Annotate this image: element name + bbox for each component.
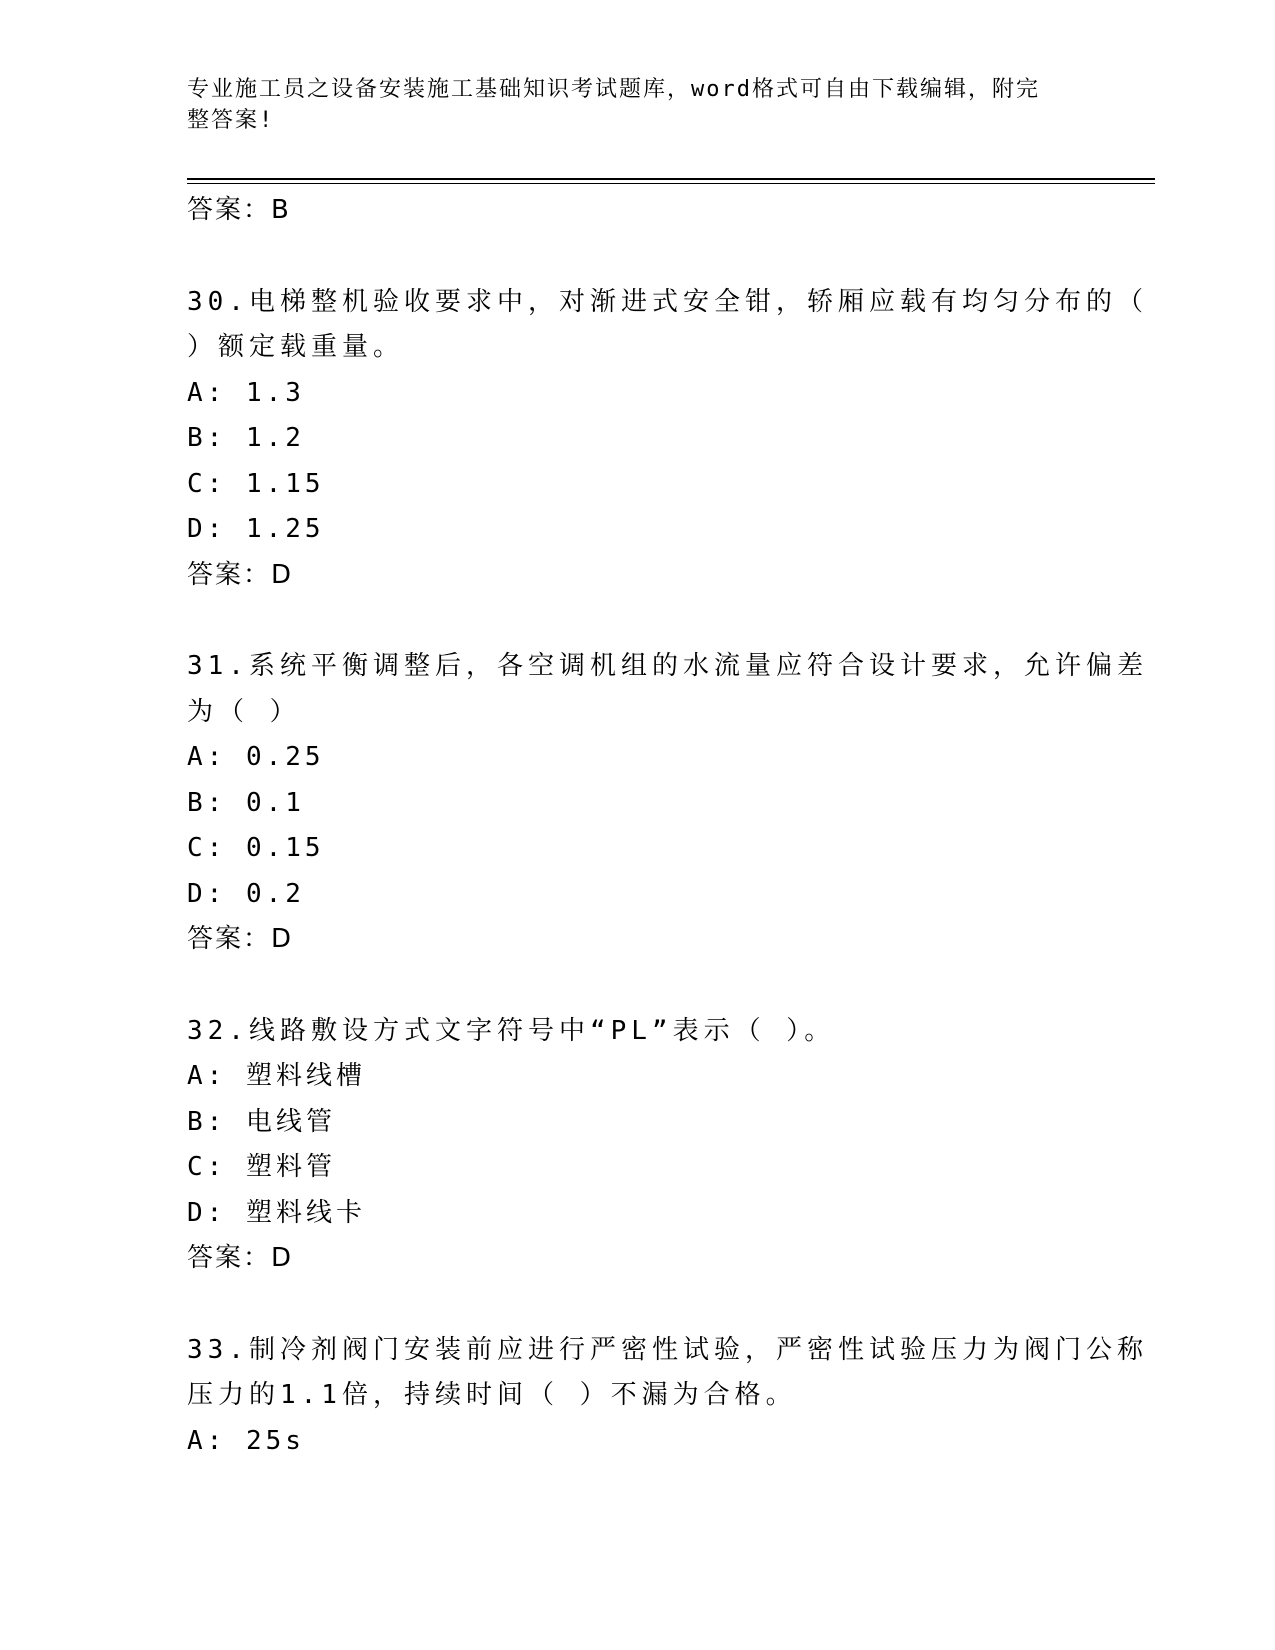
option-c: C: 塑料管 [187, 1152, 336, 1182]
answer-line: 答案：D [187, 559, 294, 590]
header-rule-thick [187, 178, 1155, 180]
question-text-line: 30.电梯整机验收要求中，对渐进式安全钳，轿厢应载有均匀分布的（ [187, 286, 1148, 317]
question-text [187, 644, 1148, 735]
option-a: A: 0.25 [187, 742, 325, 772]
question-33 [187, 1328, 1148, 1465]
question-text [187, 280, 1148, 371]
question-text-line: 33.制冷剂阀门安装前应进行严密性试验，严密性试验压力为阀门公称 [187, 1334, 1148, 1365]
spacer [187, 598, 1087, 644]
question-30 [187, 280, 1148, 599]
question-text-line: ）额定载重量。 [187, 332, 405, 362]
question-text [187, 1009, 1087, 1055]
answer-line: 答案：D [187, 1243, 294, 1273]
option-b: B: 0.1 [187, 787, 305, 818]
header-rule-thin [187, 183, 1155, 184]
option-b: B: 1.2 [187, 423, 305, 453]
option-a: A: 塑料线槽 [187, 1061, 366, 1091]
option-a: A: 1.3 [187, 377, 305, 408]
question-list [187, 188, 1148, 1464]
page-header [187, 74, 1067, 136]
option-d: D: 1.25 [187, 514, 325, 544]
option-d: D: 0.2 [187, 878, 305, 909]
header-line-2: 整答案! [187, 108, 275, 133]
question-32 [187, 1009, 1087, 1282]
option-d: D: 塑料线卡 [187, 1197, 366, 1228]
question-text-line: 压力的1.1倍，持续时间（ ）不漏为合格。 [187, 1380, 797, 1410]
option-c: C: 1.15 [187, 468, 325, 499]
spacer [187, 1282, 1087, 1328]
question-31 [187, 644, 1148, 963]
spacer [187, 234, 1087, 280]
answer-line: 答案：B [187, 195, 291, 225]
option-a: A: 25s [187, 1425, 305, 1456]
question-text-line: 32.线路敷设方式文字符号中“PL”表示（ ）。 [187, 1015, 836, 1046]
question-text-line: 31.系统平衡调整后，各空调机组的水流量应符合设计要求，允许偏差 [187, 651, 1148, 681]
question-text-line: 为（ ） [187, 696, 301, 727]
option-b: B: 电线管 [187, 1106, 336, 1137]
question-text [187, 1328, 1148, 1419]
header-line-1: 专业施工员之设备安装施工基础知识考试题库，word格式可自由下载编辑，附完 [187, 77, 1040, 102]
answer-line: 答案：D [187, 924, 294, 954]
spacer [187, 963, 1087, 1009]
option-c: C: 0.15 [187, 833, 325, 863]
